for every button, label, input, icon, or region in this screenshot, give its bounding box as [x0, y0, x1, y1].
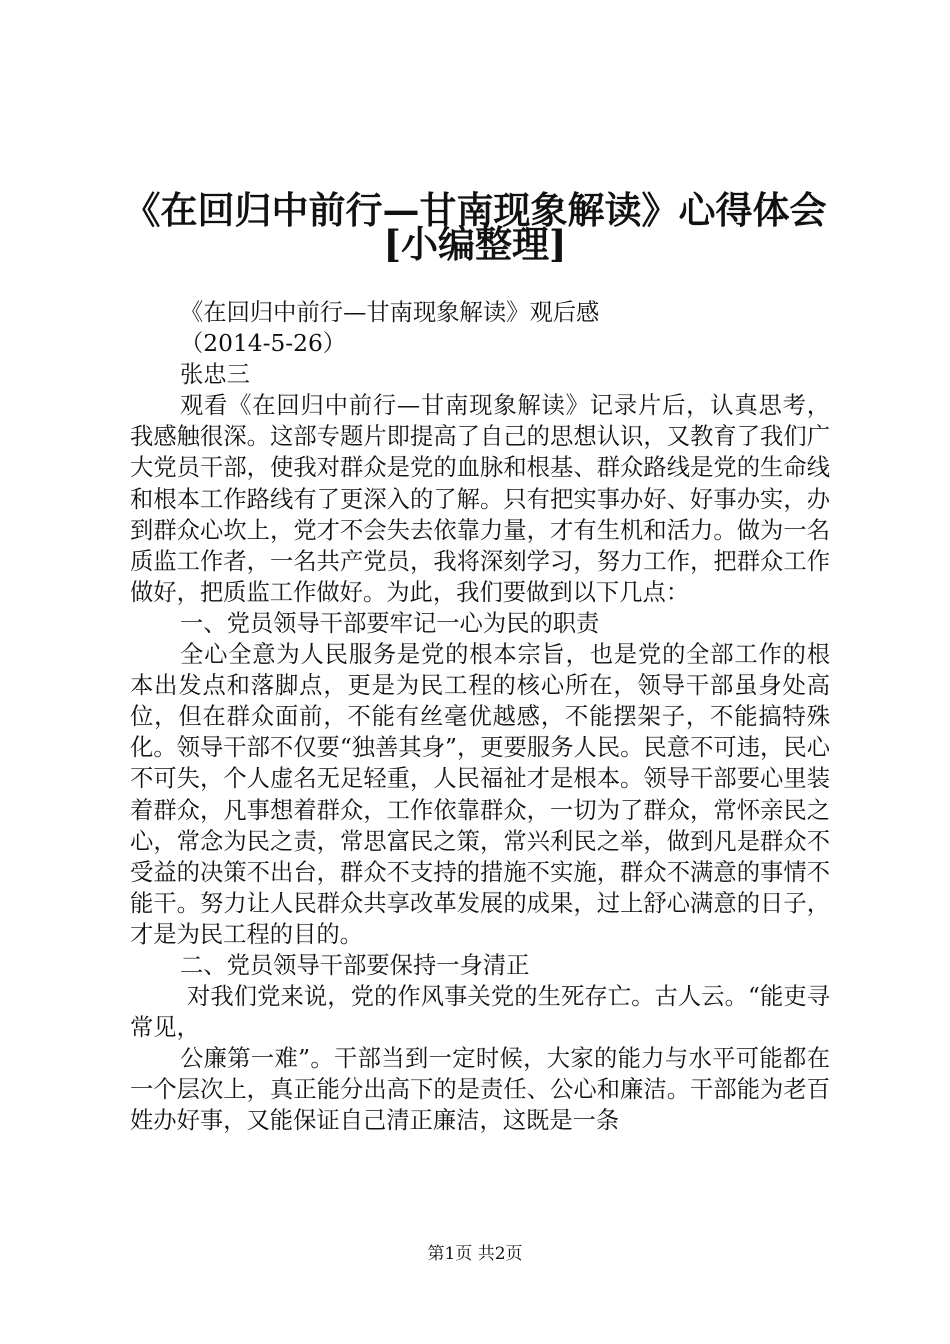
section-heading-2: 二、党员领导干部要保持一身清正	[180, 951, 530, 979]
document-body	[130, 297, 830, 1137]
section-heading-1: 一、党员领导干部要牢记一心为民的职责	[180, 609, 600, 637]
paragraph-section-2a: 对我们党来说，党的作风事关党的生死存亡。古人云。“能吏寻常见，	[130, 983, 830, 1042]
paragraph-heading: 《在回归中前行—甘南现象解读》观后感	[180, 299, 600, 326]
document-title: 《在回归中前行—甘南现象解读》心得体会	[123, 188, 827, 232]
paragraph-section-2b: 公廉第一难”。干部当到一定时候，大家的能力与水平可能都在一个层次上，真正能分出高下的是责任、公心和廉洁。干部能为老百姓办好事，又能保证自己清正廉洁，这既是一条	[130, 1045, 830, 1135]
paragraph-intro: 观看《在回归中前行—甘南现象解读》记录片后，认真思考，我感触很深。这部专题片即提高了自己的思想认识，又教育了我们广大党员干部，使我对群众是党的血脉和根基、群众路线是党的生命线和根本工作路线有了更深入的了解。只有把实事办好、好事办实，办到群众心坎上，党才不会失去依靠力量，才有生机和活力。做为一名质监工作者，一名共产党员，我将深刻学习，努力工作，把群众工作做好，把质监工作做好。为此，我们要做到以下几点：	[130, 392, 830, 606]
paragraph-date: （2014-5-26）	[180, 330, 347, 358]
page-footer: 第1页 共2页	[427, 1244, 523, 1264]
paragraph-author: 张忠三	[180, 361, 250, 389]
paragraph-section-1: 全心全意为人民服务是党的根本宗旨，也是党的全部工作的根本出发点和落脚点，更是为民工程的核心所在，领导干部虽身处高位，但在群众面前，不能有丝毫优越感，不能摆架子，不能搞特殊化。领导干部不仅要“独善其身”，更要服务人民。民意不可违，民心不可失，个人虚名无足轻重，人民福祉才是根本。领导干部要心里装着群众，凡事想着群众，工作依靠群众，一切为了群众，常怀亲民之心，常念为民之责，常思富民之策，常兴利民之举，做到凡是群众不受益的决策不出台，群众不支持的措施不实施，群众不满意的事情不能干。努力让人民群众共享改革发展的成果，过上舒心满意的日子，才是为民工程的目的。	[130, 641, 830, 948]
document-subtitle: [小编整理]	[383, 222, 567, 266]
